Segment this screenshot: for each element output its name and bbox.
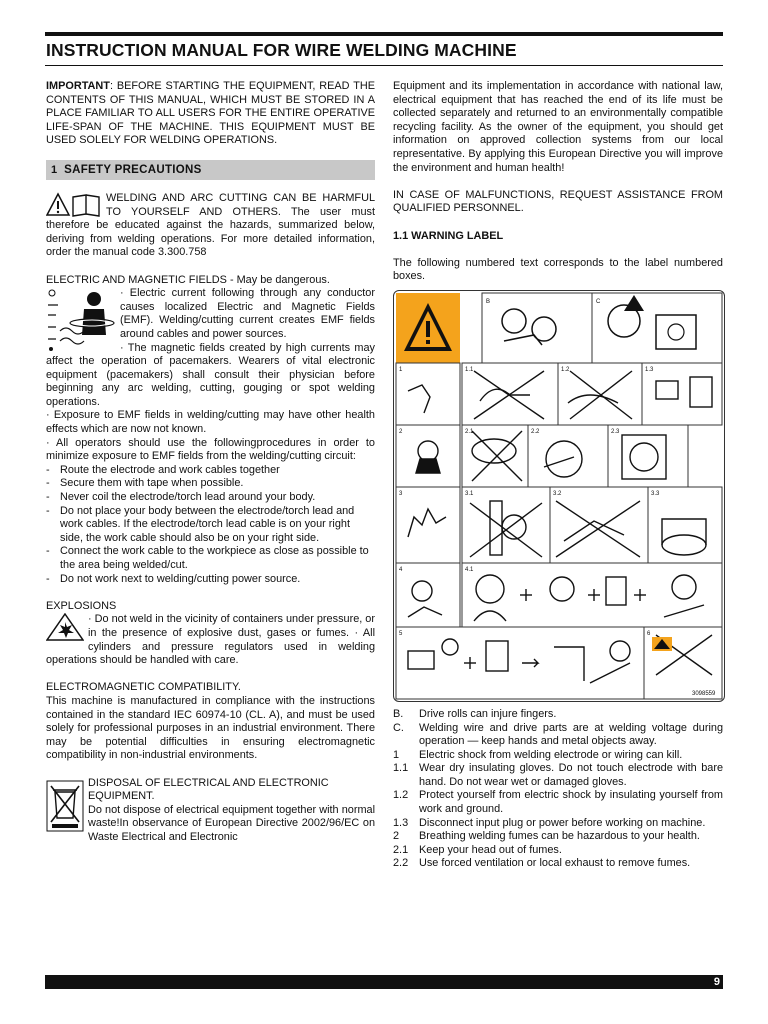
emf-paragraph-4: · All operators should use the followingprocedures in order to minimize exposure to EMF fields from the welding/cutting circuit:: [46, 436, 375, 463]
emf-paragraph-1-text: · Electric current following through any conductor causes localized Electric and Magnetic Fields (EMF). Welding/cutting current creates EMF fields around cables and power sources.: [120, 287, 375, 340]
cell-label-1-1: 1.1: [465, 366, 474, 373]
cell-label-3-3: 3.3: [651, 490, 660, 497]
list-item: - Never coil the electrode/torch lead around your body.: [46, 491, 316, 504]
cell-label-2-1: 2.1: [465, 428, 474, 435]
warning-label-panel: [393, 290, 725, 702]
explosions-heading: EXPLOSIONS: [46, 599, 117, 612]
top-rule: [45, 32, 723, 36]
list-item: - Secure them with tape when possible.: [46, 477, 244, 490]
disposal-heading: DISPOSAL OF ELECTRICAL AND ELECTRONIC EQUIPMENT.: [88, 776, 329, 803]
list-item: - Do not work next to welding/cutting power source.: [46, 572, 301, 585]
cell-label-3-2: 3.2: [553, 490, 562, 497]
disposal-paragraph: Do not dispose of electrical equipment together with normal waste!In observance of European Directive 2002/96/EC on Waste Electrical and Electronic: [88, 803, 375, 843]
list-item: 2.2 Use forced ventilation or local exhaust to remove fumes.: [393, 857, 691, 870]
weee-bin-icon: [46, 780, 84, 832]
warning-label-heading: 1.1 WARNING LABEL: [393, 229, 504, 242]
cell-label-1-2: 1.2: [561, 366, 570, 373]
footer-bar: [45, 975, 723, 989]
label-box-b: [482, 293, 592, 363]
important-label: IMPORTANT: [46, 80, 110, 92]
warning-label-intro: The following numbered text corresponds to the label numbered boxes.: [393, 256, 723, 283]
page-number: 9: [713, 976, 720, 988]
emf-procedure-list: [46, 464, 375, 586]
important-text: : BEFORE STARTING THE EQUIPMENT, READ THE CONTENTS OF THIS MANUAL, WHICH MUST BE STORED IN A PLACE FAMILIAR TO ALL USERS FOR THE ENTIRE OPERATIVE LIFE-SPAN OF THE MACHINE. THIS EQUIPMENT MUST BE USED SOLELY FOR WELDING OPERATIONS.: [46, 80, 375, 147]
list-item: 2.1 Keep your head out of fumes.: [393, 843, 562, 856]
section-title: SAFETY PRECAUTIONS: [64, 163, 202, 176]
explosions-paragraph: [46, 613, 375, 667]
emf-heading: ELECTRIC AND MAGNETIC FIELDS - May be dangerous.: [46, 273, 330, 286]
list-item: 1.3 Disconnect input plug or power before working on machine.: [393, 816, 706, 829]
malfunction-notice: IN CASE OF MALFUNCTIONS, REQUEST ASSISTANCE FROM QUALIFIED PERSONNEL.: [393, 188, 723, 215]
emf-paragraph-1: [46, 287, 375, 341]
emf-paragraph-3: · Exposure to EMF fields in welding/cutting may have other health effects which are now not known.: [46, 409, 375, 436]
cell-label-4: 4: [399, 566, 403, 573]
list-item: - Connect the work cable to the workpiece as close as possible to the area being welded/cut.: [46, 545, 369, 571]
cell-label-c: C: [596, 298, 601, 305]
emc-heading: ELECTROMAGNETIC COMPATIBILITY.: [46, 681, 241, 694]
list-item: 2 Breathing welding fumes can be hazardous to your health.: [393, 830, 700, 843]
section-heading-safety: [46, 160, 375, 180]
cell-label-2-3: 2.3: [611, 428, 620, 435]
safety-intro: [46, 192, 375, 260]
cell-label-1: 1: [399, 366, 403, 373]
cell-label-4-1: 4.1: [465, 566, 474, 573]
list-item: - Route the electrode and work cables together: [46, 463, 280, 476]
cell-label-b: B: [486, 298, 491, 305]
warning-label-illustration: [394, 291, 724, 701]
warning-items-list: [393, 708, 723, 871]
explosions-text: · Do not weld in the vicinity of containers under pressure, or in the presence of explosive dust, gases or fumes. · All cylinders and pressure regulators used in welding operations should be handled with care.: [46, 613, 375, 667]
cell-label-3: 3: [399, 490, 403, 497]
cell-label-3-1: 3.1: [465, 490, 474, 497]
section-number: 1: [51, 163, 58, 176]
list-item: 1.2 Protect yourself from electric shock by insulating yourself from work and ground.: [393, 789, 723, 816]
left-column: [46, 80, 375, 844]
cell-label-6: 6: [647, 630, 651, 637]
title-underline: [45, 65, 723, 66]
safety-intro-text: WELDING AND ARC CUTTING CAN BE HARMFUL TO YOURSELF AND OTHERS. The user must therefore be educated against the hazards, summarized below, deriving from welding operations. For more detailed information, order the manual code 3.300.758: [46, 191, 375, 259]
cell-label-5: 5: [399, 630, 403, 637]
list-item: B. Drive rolls can injure fingers.: [393, 707, 557, 720]
emf-paragraph-2: · The magnetic fields created by high currents may affect the operation of pacemakers. Wearers of vital electronic equipment (pacemakers) shall consult their physician before beginning any arc welding, cutting, gouging or spot welding operations.: [46, 341, 375, 408]
disposal-block: [46, 777, 375, 845]
list-item: C. Welding wire and drive parts are at welding voltage during operation — keep hands and metal objects away.: [393, 721, 723, 748]
emf-hazard-icon: [46, 287, 116, 353]
emc-paragraph: This machine is manufactured in compliance with the instructions contained in the standard IEC 60974-10 (CL. A), and must be used solely for professional purposes in an industrial environment. There may be potential difficulties in ensuring electromagnetic compatibility in non-industrial environments.: [46, 694, 375, 762]
disposal-continued: Equipment and its implementation in accordance with national law, electrical equipment that has reached the end of its life must be collected separately and returned to an environmentally compatible recycling facility. As the owner of the equipment, you should get information on approved collection systems from our local representative. By applying this European Directive you will improve the environment and human health!: [393, 80, 723, 174]
page-title: INSTRUCTION MANUAL FOR WIRE WELDING MACHINE: [46, 40, 517, 60]
cell-label-1-3: 1.3: [645, 366, 654, 373]
explosion-hazard-icon: [46, 613, 84, 641]
important-paragraph: [46, 80, 375, 148]
label-box-c: [592, 293, 722, 363]
cell-label-2: 2: [399, 428, 403, 435]
list-item: - Do not place your body between the electrode/torch lead and work cables. If the electrode/torch lead cable is on your right side, the work cable should also be on your right side.: [46, 504, 355, 544]
list-item: 1.1 Wear dry insulating gloves. Do not touch electrode with bare hand. Do not wear wet or damaged gloves.: [393, 762, 723, 788]
list-item: 1 Electric shock from welding electrode or wiring can kill.: [393, 748, 683, 761]
right-column: [393, 80, 723, 871]
label-code: 3098559: [692, 690, 716, 697]
cell-label-2-2: 2.2: [531, 428, 540, 435]
warning-book-icon: [46, 192, 102, 218]
